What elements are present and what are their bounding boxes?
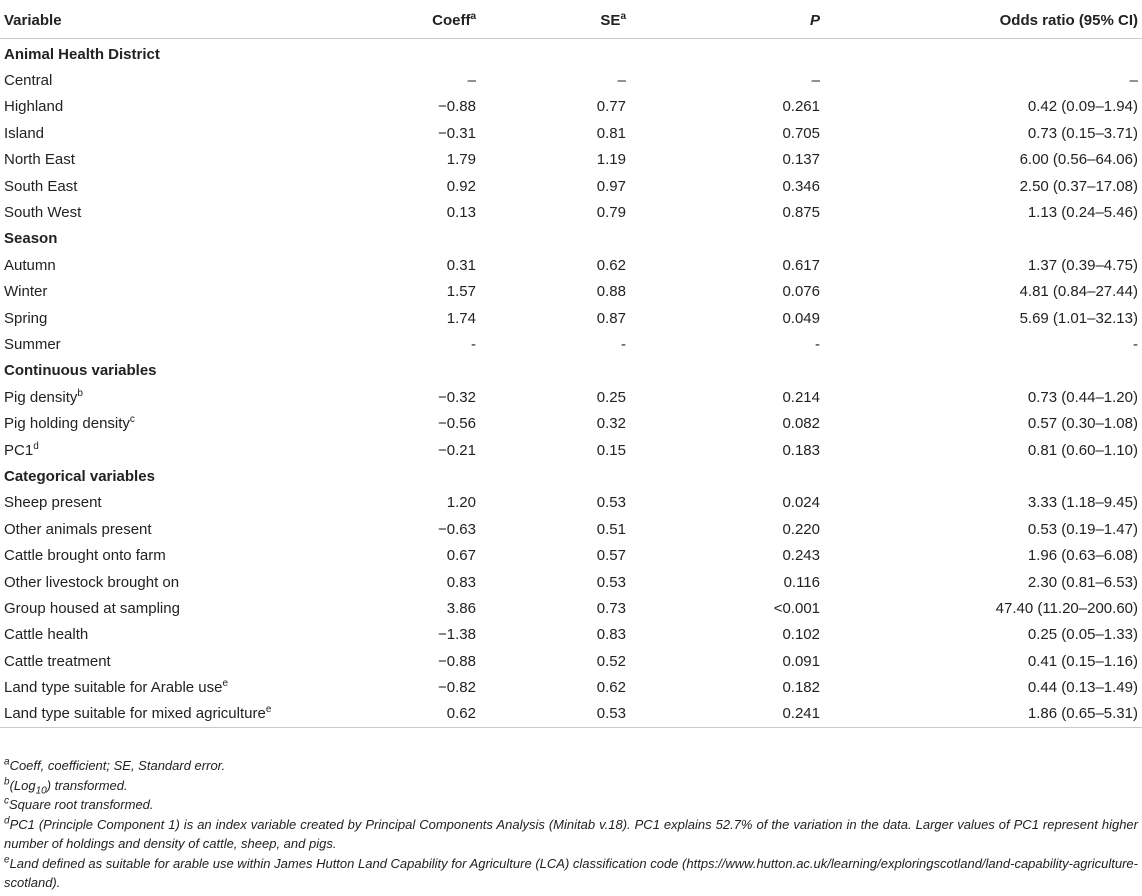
cell-se: 0.77 (596, 98, 626, 116)
footnote-mark: c (129, 414, 135, 426)
cell-p: 0.091 (782, 652, 820, 670)
table-row (0, 305, 1142, 331)
cell-variable (0, 279, 318, 305)
cell-se: 0.88 (596, 283, 626, 301)
cell-coeff: −0.82 (438, 679, 476, 697)
cell-coeff: −0.88 (438, 652, 476, 670)
cell-odds-ratio: 0.44 (0.13–1.49) (1027, 679, 1138, 697)
variable-label: Central (4, 72, 53, 90)
cell-se: 0.32 (596, 415, 626, 433)
table-row (0, 147, 1142, 173)
table-row (0, 94, 1142, 120)
cell-odds-ratio: 0.53 (0.19–1.47) (1027, 520, 1138, 538)
variable-label: Other animals present (4, 520, 152, 538)
cell-coeff: 0.83 (446, 573, 476, 591)
variable-label: Summer (4, 335, 61, 353)
variable-label: South West (4, 204, 82, 222)
cell-p: 0.617 (782, 256, 820, 274)
variable-label: Land type suitable for mixed agriculture (4, 705, 266, 723)
cell-se: 0.53 (596, 573, 626, 591)
cell-coeff: 0.31 (446, 256, 476, 274)
cell-se: 1.19 (596, 151, 626, 169)
cell-variable (0, 648, 318, 674)
cell-variable (0, 490, 318, 516)
cell-p: 0.182 (782, 679, 820, 697)
group-header-row (0, 358, 1142, 384)
cell-coeff: −1.38 (438, 626, 476, 644)
cell-se: 0.97 (596, 177, 626, 195)
cell-coeff: - (471, 335, 476, 353)
cell-p: 0.137 (782, 151, 820, 169)
cell-se: 0.62 (596, 256, 626, 274)
cell-coeff: 0.67 (446, 547, 476, 565)
group-title: Season (4, 230, 58, 248)
footnote-c: $^c$Square root transformed. (4, 795, 154, 812)
cell-odds-ratio: 1.96 (0.63–6.08) (1027, 547, 1138, 565)
cell-odds-ratio: 0.73 (0.15–3.71) (1027, 124, 1138, 142)
cell-p: 0.346 (782, 177, 820, 195)
table-row (0, 410, 1142, 436)
variable-label: Cattle brought onto farm (4, 547, 166, 565)
group-title: Categorical variables (4, 467, 155, 485)
group-header-row (0, 463, 1142, 489)
cell-se: 0.57 (596, 547, 626, 565)
header-row (0, 2, 1142, 39)
cell-coeff: −0.88 (438, 98, 476, 116)
cell-se: 0.51 (596, 520, 626, 538)
table-row (0, 622, 1142, 648)
cell-p: 0.049 (782, 309, 820, 327)
cell-odds-ratio: 0.42 (0.09–1.94) (1027, 98, 1138, 116)
cell-variable (0, 622, 318, 648)
cell-variable (0, 569, 318, 595)
cell-odds-ratio: 3.33 (1.18–9.45) (1027, 494, 1138, 512)
cell-odds-ratio: 0.81 (0.60–1.10) (1027, 441, 1138, 459)
variable-label: Cattle health (4, 626, 89, 644)
cell-variable (0, 94, 318, 120)
footnote-b: $^b$(Log$_{10}$) transformed. (4, 776, 128, 797)
group-header-row (0, 226, 1142, 252)
table-row (0, 173, 1142, 199)
table-row (0, 516, 1142, 542)
table-row (0, 384, 1142, 410)
cell-variable (0, 542, 318, 568)
cell-coeff: 1.20 (446, 494, 476, 512)
cell-coeff: 3.86 (446, 599, 476, 617)
cell-p: - (815, 335, 820, 353)
table-row (0, 252, 1142, 278)
cell-p: <0.001 (773, 599, 820, 617)
cell-odds-ratio: 4.81 (0.84–27.44) (1019, 283, 1138, 301)
variable-label: Autumn (4, 256, 56, 274)
col-header-variable: Variable (0, 2, 318, 39)
footnotes (4, 756, 1138, 893)
cell-se: – (617, 72, 626, 90)
table-row (0, 595, 1142, 621)
footnote-mark: e (265, 704, 272, 716)
cell-variable (0, 437, 318, 463)
cell-p: 0.214 (782, 388, 820, 406)
cell-coeff: −0.56 (438, 415, 476, 433)
cell-se: 0.62 (596, 679, 626, 697)
cell-p: 0.220 (782, 520, 820, 538)
cell-variable (0, 384, 318, 410)
cell-coeff: 1.79 (446, 151, 476, 169)
cell-se: 0.15 (596, 441, 626, 459)
cell-variable (0, 331, 318, 357)
col-header-coeff: Coeff$^a$ (318, 2, 488, 39)
cell-p: 0.116 (783, 573, 820, 591)
cell-variable (0, 173, 318, 199)
variable-label: Group housed at sampling (4, 599, 180, 617)
cell-variable (0, 410, 318, 436)
cell-coeff: −0.31 (438, 124, 476, 142)
variable-label: Winter (4, 283, 48, 301)
cell-odds-ratio: 2.30 (0.81–6.53) (1027, 573, 1138, 591)
cell-se: 0.87 (596, 309, 626, 327)
cell-odds-ratio: 1.86 (0.65–5.31) (832, 701, 1142, 728)
cell-coeff: −0.63 (438, 520, 476, 538)
table-row (0, 674, 1142, 700)
cell-odds-ratio: 47.40 (11.20–200.60) (995, 599, 1138, 617)
col-header-p: P (638, 2, 832, 39)
cell-p: 0.076 (782, 283, 820, 301)
cell-p: 0.875 (782, 204, 820, 222)
cell-odds-ratio: 5.69 (1.01–32.13) (1019, 309, 1138, 327)
group-title: Animal Health District (4, 45, 160, 63)
cell-p: 0.183 (782, 441, 820, 459)
table-row (0, 67, 1142, 93)
table-row (0, 542, 1142, 568)
cell-p: 0.705 (782, 124, 820, 142)
cell-p: – (811, 72, 820, 90)
table-row (0, 199, 1142, 225)
cell-se: 0.73 (596, 599, 626, 617)
cell-variable (0, 701, 318, 728)
cell-se: 0.52 (596, 652, 626, 670)
variable-label: Spring (4, 309, 48, 327)
cell-variable (0, 516, 318, 542)
cell-p: 0.102 (782, 626, 820, 644)
cell-coeff: −0.21 (438, 441, 476, 459)
cell-coeff: 1.74 (446, 309, 476, 327)
cell-coeff: – (467, 72, 476, 90)
cell-odds-ratio: 0.57 (0.30–1.08) (1027, 415, 1138, 433)
cell-variable (0, 147, 318, 173)
footnote-mark: b (77, 387, 83, 399)
footnote-d: $^d$PC1 (Principle Component 1) is an index variable created by Principal Components Analysis (Minitab v.18). PC1 explains 52.7% of the variation in the data. Larger values of PC1 represent higher number of holdings and density of cattle, sheep, and pigs. (4, 815, 1138, 851)
variable-label: Highland (4, 98, 64, 116)
cell-se: 0.79 (596, 204, 626, 222)
table-row (0, 490, 1142, 516)
results-table (0, 2, 1142, 728)
cell-odds-ratio: 1.37 (0.39–4.75) (1027, 256, 1138, 274)
table-row (0, 437, 1142, 463)
variable-label: Cattle treatment (4, 652, 111, 670)
variable-label: Pig density (4, 388, 78, 406)
cell-p: 0.024 (782, 494, 820, 512)
cell-se: 0.53 (596, 494, 626, 512)
cell-variable (0, 199, 318, 225)
cell-variable (0, 252, 318, 278)
cell-odds-ratio: 1.13 (0.24–5.46) (1027, 204, 1138, 222)
cell-variable (0, 595, 318, 621)
cell-se: 0.25 (596, 388, 626, 406)
cell-p: 0.261 (782, 98, 820, 116)
table-row (0, 279, 1142, 305)
cell-p: 0.241 (638, 701, 832, 728)
col-header-odds-ratio: Odds ratio (95% CI) (832, 2, 1142, 39)
cell-variable (0, 120, 318, 146)
variable-label: PC1 (4, 441, 34, 459)
cell-se: 0.53 (488, 701, 638, 728)
table-row (0, 648, 1142, 674)
cell-se: 0.83 (596, 626, 626, 644)
cell-odds-ratio: 2.50 (0.37–17.08) (1019, 177, 1138, 195)
cell-p: 0.082 (782, 415, 820, 433)
table-row (0, 701, 1142, 728)
cell-coeff: −0.32 (438, 388, 476, 406)
table-body (0, 39, 1142, 728)
group-title: Continuous variables (4, 362, 157, 380)
cell-se: 0.81 (596, 124, 626, 142)
cell-odds-ratio: – (1129, 72, 1138, 90)
table-row (0, 331, 1142, 357)
table-row (0, 120, 1142, 146)
cell-odds-ratio: 6.00 (0.56–64.06) (1019, 151, 1138, 169)
footnote-mark: d (33, 440, 39, 452)
cell-variable (0, 67, 318, 93)
variable-label: Island (4, 124, 45, 142)
footnote-e: $^e$Land defined as suitable for arable use within James Hutton Land Capability for Agriculture (LCA) classification code (https://www.hutton.ac.uk/learning/exploringscotland/land-capability-agriculture-scotland). (4, 854, 1138, 890)
variable-label: Pig holding density (4, 415, 130, 433)
table-row (0, 569, 1142, 595)
cell-odds-ratio: 0.25 (0.05–1.33) (1027, 626, 1138, 644)
variable-label: Land type suitable for Arable use (4, 679, 223, 697)
cell-se: - (621, 335, 626, 353)
cell-odds-ratio: 0.41 (0.15–1.16) (1027, 652, 1138, 670)
cell-coeff: 1.57 (446, 283, 476, 301)
footnote-mark: e (222, 678, 229, 690)
col-header-se: $SE^a$ (488, 2, 638, 39)
footnote-a: $^a$Coeff, coefficient; SE, Standard error. (4, 756, 226, 773)
variable-label: South East (4, 177, 78, 195)
cell-coeff: 0.92 (446, 177, 476, 195)
cell-odds-ratio: 0.73 (0.44–1.20) (1027, 388, 1138, 406)
cell-p: 0.243 (782, 547, 820, 565)
cell-variable (0, 674, 318, 700)
cell-coeff: 0.13 (446, 204, 476, 222)
cell-coeff: 0.62 (318, 701, 488, 728)
group-header-row (0, 39, 1142, 68)
variable-label: North East (4, 151, 75, 169)
variable-label: Other livestock brought on (4, 573, 180, 591)
cell-odds-ratio: - (1133, 335, 1138, 353)
cell-variable (0, 305, 318, 331)
variable-label: Sheep present (4, 494, 102, 512)
